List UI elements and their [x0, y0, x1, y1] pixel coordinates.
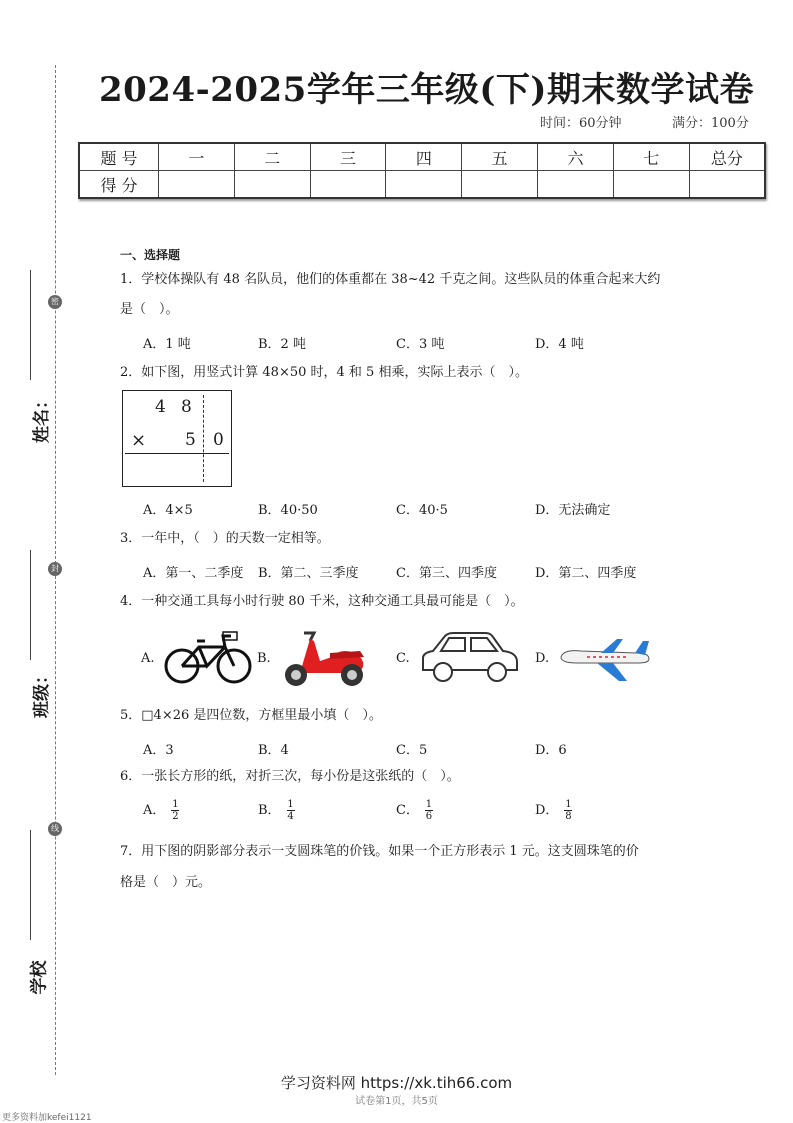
q1-option-d[interactable]: D．4 吨 — [535, 337, 584, 352]
page-number: 试卷第1页，共5页 — [355, 1096, 438, 1107]
fraction — [564, 799, 572, 822]
table-header-cell: 题 号 — [79, 143, 159, 171]
car-icon — [419, 630, 521, 686]
q6-option-b[interactable] — [258, 799, 295, 822]
score-cell[interactable] — [462, 171, 538, 199]
q4-option-d[interactable]: D. — [535, 651, 550, 666]
q2-option-d[interactable]: D．无法确定 — [535, 503, 611, 518]
question-3-text: 3．一年中，（ ）的天数一定相等。 — [120, 531, 330, 546]
option-letter: D． — [535, 803, 559, 818]
score-cell[interactable] — [689, 171, 765, 199]
q1-option-b[interactable]: B．2 吨 — [258, 337, 306, 352]
denominator: 4 — [287, 811, 294, 822]
option-letter: A． — [143, 803, 166, 818]
airplane-icon — [557, 635, 651, 685]
option-letter: B． — [258, 803, 281, 818]
q2-option-b[interactable]: B．40·50 — [258, 503, 318, 518]
calc-digit: 4 — [155, 397, 166, 417]
score-cell[interactable] — [234, 171, 310, 199]
vertical-calc-underline — [125, 453, 229, 454]
question-1-text-cont: 是（ ）。 — [120, 302, 179, 317]
calc-digit: 8 — [181, 397, 192, 417]
name-blank-line — [30, 270, 31, 380]
numerator: 1 — [172, 799, 179, 810]
question-7-text: 7．用下图的阴影部分表示一支圆珠笔的价钱。如果一个正方形表示 1 元。这支圆珠笔的价 — [120, 844, 639, 859]
q5-option-d[interactable]: D．6 — [535, 743, 567, 758]
table-header-cell: 七 — [613, 143, 689, 171]
q4-option-a[interactable]: A. — [141, 651, 155, 666]
option-letter: C． — [396, 803, 419, 818]
table-header-cell: 六 — [538, 143, 614, 171]
section-heading: 一、选择题 — [120, 248, 181, 262]
q4-option-b[interactable]: B. — [257, 651, 271, 666]
table-header-cell: 二 — [234, 143, 310, 171]
exam-time: 时间：60分钟 — [540, 116, 622, 131]
question-4-text: 4．一种交通工具每小时行驶 80 千米，这种交通工具最可能是（ ）。 — [120, 594, 524, 609]
q5-option-c[interactable]: C．5 — [396, 743, 428, 758]
q1-option-a[interactable]: A．1 吨 — [143, 337, 191, 352]
table-header-cell: 一 — [159, 143, 235, 171]
watermark-text: 学习资料网 https://xk.tih66.com — [280, 1074, 513, 1092]
denominator: 8 — [565, 811, 572, 822]
q6-option-c[interactable] — [396, 799, 433, 822]
fraction — [425, 799, 433, 822]
fraction — [287, 799, 295, 822]
table-header-cell: 总分 — [689, 143, 765, 171]
seal-feng: 封 — [48, 562, 62, 576]
q2-option-c[interactable]: C．40·5 — [396, 503, 448, 518]
calc-digit: 5 — [185, 430, 196, 450]
question-6-text: 6．一张长方形的纸，对折三次，每小份是这张纸的（ ）。 — [120, 769, 460, 784]
scooter-icon — [280, 627, 372, 689]
exam-title: 2024-2025学年三年级(下)期末数学试卷 — [98, 70, 755, 110]
vertical-calc-box — [122, 390, 232, 487]
corner-note: 更多资料加kefei1121 — [2, 1113, 92, 1123]
question-1-text: 1．学校体操队有 48 名队员，他们的体重都在 38~42 千克之间。这些队员的体重合起来大约 — [120, 272, 661, 287]
denominator: 6 — [425, 811, 433, 822]
q6-option-d[interactable] — [535, 799, 572, 822]
q3-option-a[interactable]: A．第一、二季度 — [143, 566, 244, 581]
score-table-header-row — [79, 143, 765, 171]
score-cell[interactable] — [613, 171, 689, 199]
seal-xian: 线 — [48, 822, 62, 836]
numerator: 1 — [565, 799, 572, 810]
name-label: 姓名： — [32, 392, 52, 443]
q6-option-a[interactable] — [143, 799, 179, 822]
class-blank-line — [30, 550, 31, 660]
q3-option-c[interactable]: C．第三、四季度 — [396, 566, 497, 581]
q1-option-c[interactable]: C．3 吨 — [396, 337, 445, 352]
question-7-text-cont: 格是（ ）元。 — [120, 875, 212, 890]
class-label: 班级： — [32, 667, 52, 718]
calc-times-sign: × — [131, 430, 147, 451]
exam-full-score: 满分：100分 — [672, 116, 749, 131]
q4-option-c[interactable]: C. — [396, 651, 410, 666]
numerator: 1 — [425, 799, 433, 810]
table-row-label: 得 分 — [79, 171, 159, 199]
table-header-cell: 四 — [386, 143, 462, 171]
bicycle-icon — [163, 630, 253, 686]
denominator: 2 — [172, 811, 179, 822]
score-table-score-row — [79, 171, 765, 199]
score-cell[interactable] — [538, 171, 614, 199]
question-5-text: 5．□4×26 是四位数，方框里最小填（ ）。 — [120, 708, 382, 723]
table-header-cell: 三 — [310, 143, 386, 171]
q2-option-a[interactable]: A．4×5 — [143, 503, 193, 518]
school-label: 学校 — [29, 960, 50, 995]
fraction — [171, 799, 179, 822]
score-cell[interactable] — [159, 171, 235, 199]
score-table — [78, 142, 766, 199]
question-2-text: 2．如下图，用竖式计算 48×50 时，4 和 5 相乘，实际上表示（ ）。 — [120, 365, 528, 380]
q5-option-a[interactable]: A．3 — [143, 743, 174, 758]
score-cell[interactable] — [386, 171, 462, 199]
q3-option-d[interactable]: D．第二、四季度 — [535, 566, 637, 581]
school-blank-line — [30, 830, 31, 940]
score-cell[interactable] — [310, 171, 386, 199]
q5-option-b[interactable]: B．4 — [258, 743, 289, 758]
calc-digit: 0 — [213, 430, 224, 450]
q3-option-b[interactable]: B．第二、三季度 — [258, 566, 359, 581]
seal-mi: 密 — [48, 295, 62, 309]
numerator: 1 — [287, 799, 294, 810]
table-header-cell: 五 — [462, 143, 538, 171]
vertical-calc-dashed-divider — [203, 395, 204, 482]
